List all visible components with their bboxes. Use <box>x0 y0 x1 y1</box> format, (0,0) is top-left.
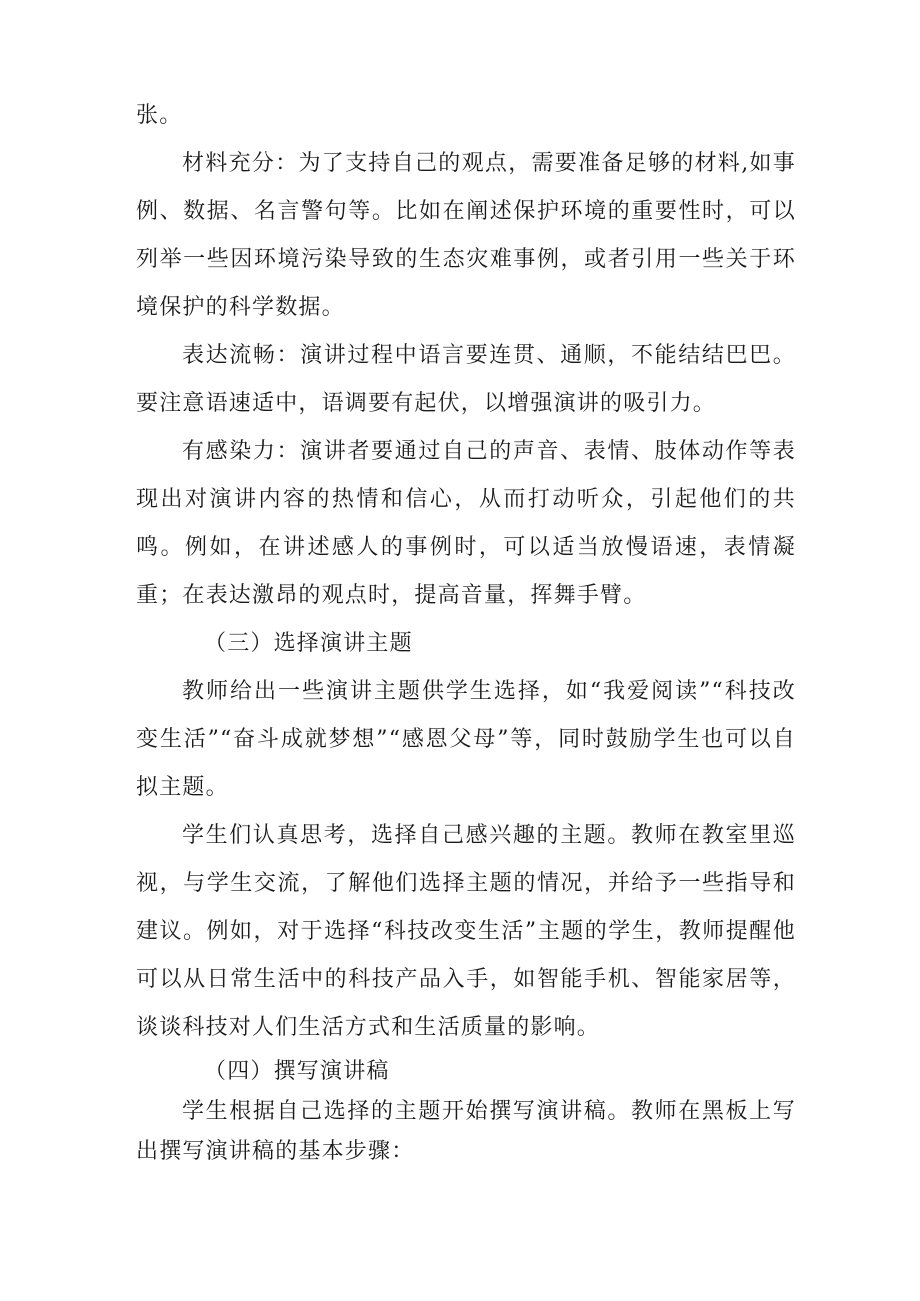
paragraph-continuation: 张。 <box>136 103 183 128</box>
section-heading-write-speech: （四）撰写演讲稿 <box>204 1059 390 1084</box>
document-body <box>136 92 796 1172</box>
paragraph-student-choice: 学生们认真思考，选择自己感兴趣的主题。教师在教室里巡视，与学生交流，了解他们选择主题的情况，并给予一些指导和建议。例如，对于选择“科技改变生活”主题的学生，教师提醒他可以从日常生活中的科技产品入手，如智能手机、智能家居等，谈谈科技对人们生活方式和生活质量的影响。 <box>136 823 796 1040</box>
paragraph-fluent-expression: 表达流畅：演讲过程中语言要连贯、通顺，不能结结巴巴。要注意语速适中，语调要有起伏，以增强演讲的吸引力。 <box>136 343 796 416</box>
paragraph-topic-options: 教师给出一些演讲主题供学生选择，如“我爱阅读”“科技改变生活”“奋斗成就梦想”“感恩父母”等，同时鼓励学生也可以自拟主题。 <box>136 679 796 800</box>
paragraph-writing-steps: 学生根据自己选择的主题开始撰写演讲稿。教师在黑板上写出撰写演讲稿的基本步骤： <box>136 1099 796 1164</box>
paragraph-infectious-delivery: 有感染力：演讲者要通过自己的声音、表情、肢体动作等表现出对演讲内容的热情和信心，从而打动听众，引起他们的共鸣。例如，在讲述感人的事例时，可以适当放慢语速，表情凝重；在表达激昂的观点时，提高音量，挥舞手臂。 <box>136 439 796 608</box>
paragraph-sufficient-material: 材料充分：为了支持自己的观点，需要准备足够的材料,如事例、数据、名言警句等。比如在阐述保护环境的重要性时，可以列举一些因环境污染导致的生态灾难事例，或者引用一些关于环境保护的科学数据。 <box>136 151 796 320</box>
section-heading-choose-topic: （三）选择演讲主题 <box>204 631 413 656</box>
